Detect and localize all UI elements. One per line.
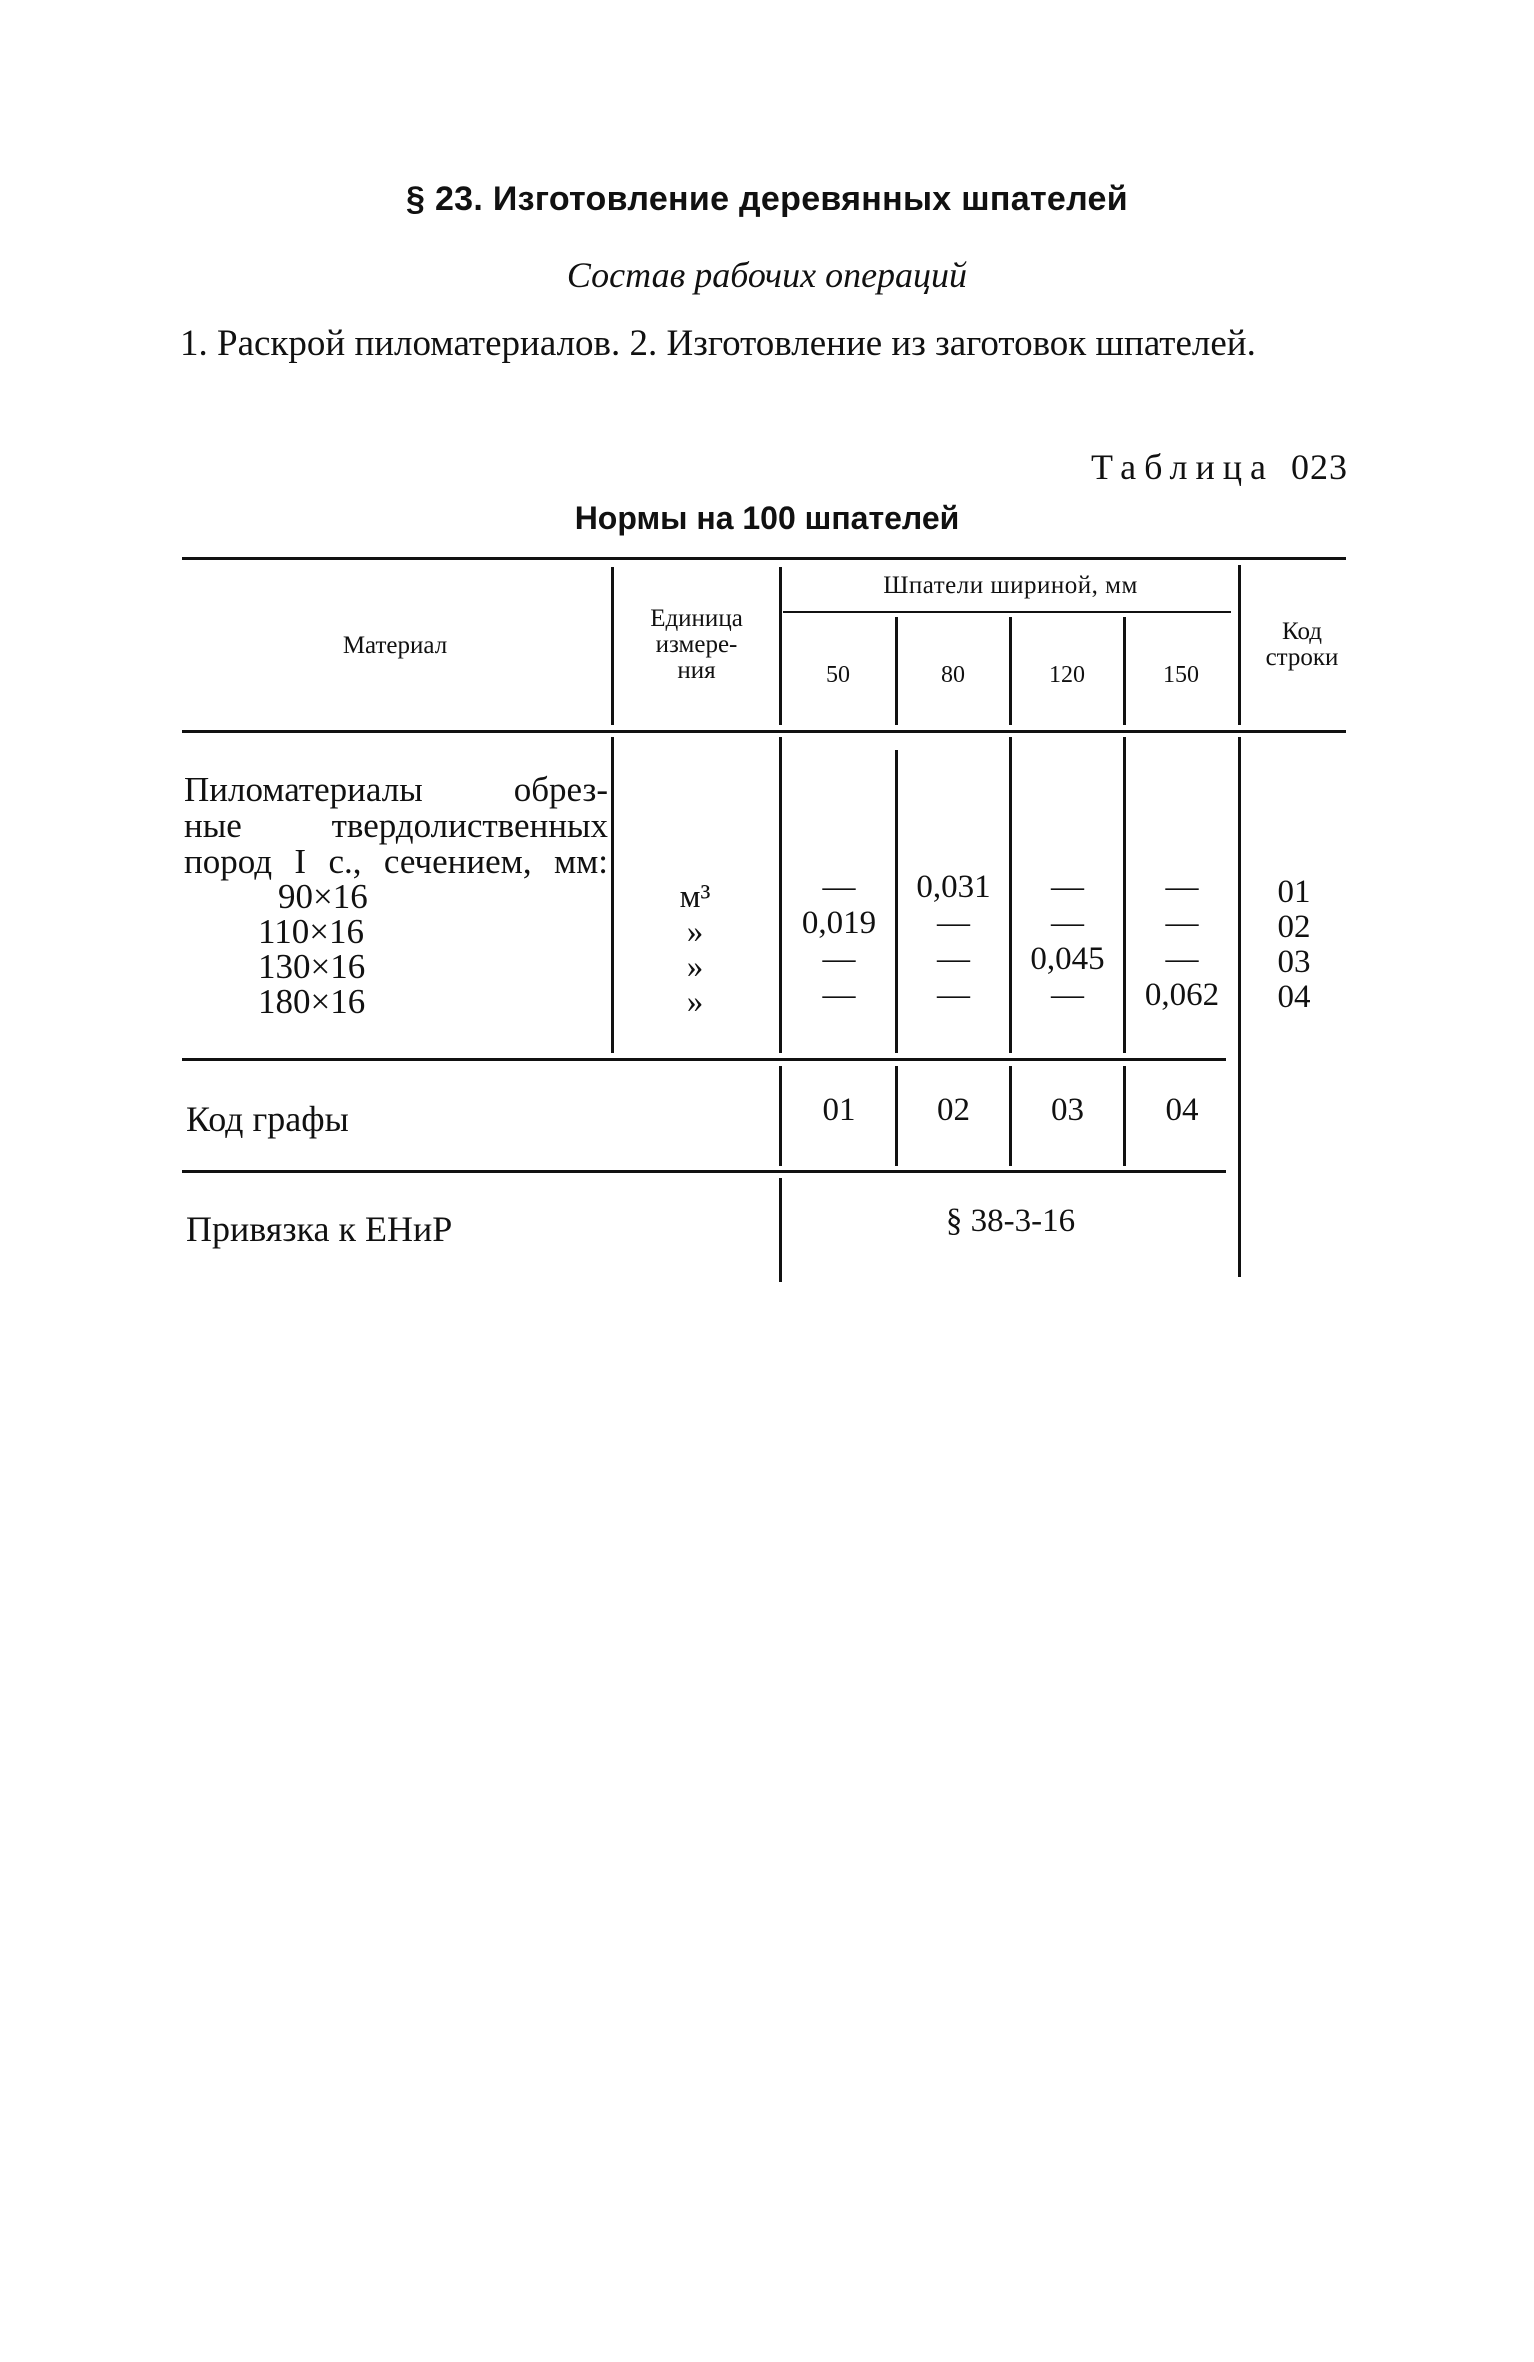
table-top-rule	[182, 557, 1346, 560]
header-material: Материал	[342, 632, 448, 659]
header-unit-line: ния	[677, 657, 716, 684]
value-cell: —	[937, 905, 970, 941]
value-cell: —	[1051, 977, 1084, 1013]
value-cell: —	[822, 977, 856, 1013]
value-cell: —	[1165, 869, 1199, 905]
operations-text: 1. Раскрой пиломатериалов. 2. Изготовление из заготовок шпателей.	[180, 323, 1256, 364]
table-label-word: Таблица	[1091, 447, 1274, 487]
value-cell: —	[822, 869, 856, 905]
code-row-bottom-rule	[182, 1170, 1226, 1173]
column-code: 02	[937, 1092, 970, 1128]
body-bottom-rule	[182, 1058, 1226, 1061]
unit-cell: м³	[679, 879, 711, 915]
value-cell: 0,019	[801, 905, 877, 941]
value-cell: —	[822, 941, 856, 977]
header-unit	[614, 606, 779, 684]
unit-cell: »	[686, 914, 704, 950]
column-code-label: Код графы	[186, 1099, 349, 1139]
value-cell: 0,062	[1144, 977, 1220, 1013]
body-divider-unit	[779, 737, 782, 1053]
value-cell: 0,031	[916, 869, 991, 905]
code-column-divider	[1238, 737, 1241, 1277]
header-row-code-line: Код	[1282, 618, 1322, 645]
width-group-rule	[783, 611, 1231, 613]
value-cell: —	[1051, 869, 1084, 905]
unit-cell: »	[686, 949, 704, 985]
enir-value: § 38-3-16	[945, 1203, 1076, 1239]
header-unit-line: Единица	[650, 605, 743, 632]
value-cell: —	[1051, 905, 1084, 941]
row-code: 01	[1277, 874, 1311, 910]
header-width-150: 150	[1163, 662, 1199, 688]
size-label: 110×16	[258, 912, 364, 951]
enir-label: Привязка к ЕНиР	[186, 1209, 453, 1249]
value-cell: 0,045	[1030, 941, 1105, 977]
row-code: 03	[1277, 944, 1311, 980]
value-cell: —	[1165, 905, 1199, 941]
column-code: 04	[1165, 1092, 1199, 1128]
header-width-120: 120	[1049, 662, 1085, 688]
header-bottom-rule	[182, 730, 1346, 733]
header-divider-150	[1238, 565, 1241, 725]
table-label	[1091, 446, 1348, 488]
size-label: 180×16	[258, 982, 366, 1021]
value-cell: —	[937, 941, 970, 977]
material-description-line: Пиломатериалы обрез-	[184, 770, 608, 809]
column-code: 01	[822, 1092, 856, 1128]
material-description-line: пород I с., сечением, мм:	[184, 842, 608, 881]
row-code: 04	[1277, 979, 1311, 1015]
column-code: 03	[1051, 1092, 1084, 1128]
header-width-50: 50	[826, 662, 850, 688]
size-label: 130×16	[258, 947, 366, 986]
value-cell: —	[937, 977, 970, 1013]
table-heading: Нормы на 100 шпателей	[574, 500, 960, 536]
size-label: 90×16	[278, 877, 368, 916]
header-width-80: 80	[941, 662, 965, 688]
header-unit-line: измере-	[655, 631, 738, 658]
row-code: 02	[1277, 909, 1311, 945]
header-divider-unit	[779, 567, 782, 725]
enir-row-divider	[779, 1178, 782, 1282]
table-number: 023	[1291, 447, 1348, 487]
header-row-code-line: строки	[1265, 644, 1339, 671]
unit-cell: »	[686, 984, 704, 1020]
body-divider-material	[611, 737, 614, 1053]
subtitle: Состав рабочих операций	[566, 255, 968, 295]
header-width-group: Шпатели шириной, мм	[883, 572, 1138, 599]
section-title: § 23. Изготовление деревянных шпателей	[406, 180, 1128, 218]
header-row-code	[1242, 619, 1362, 671]
value-cell: —	[1165, 941, 1199, 977]
code-row-divider-0	[779, 1066, 782, 1166]
material-description-line: ные твердолиственных	[184, 806, 608, 845]
